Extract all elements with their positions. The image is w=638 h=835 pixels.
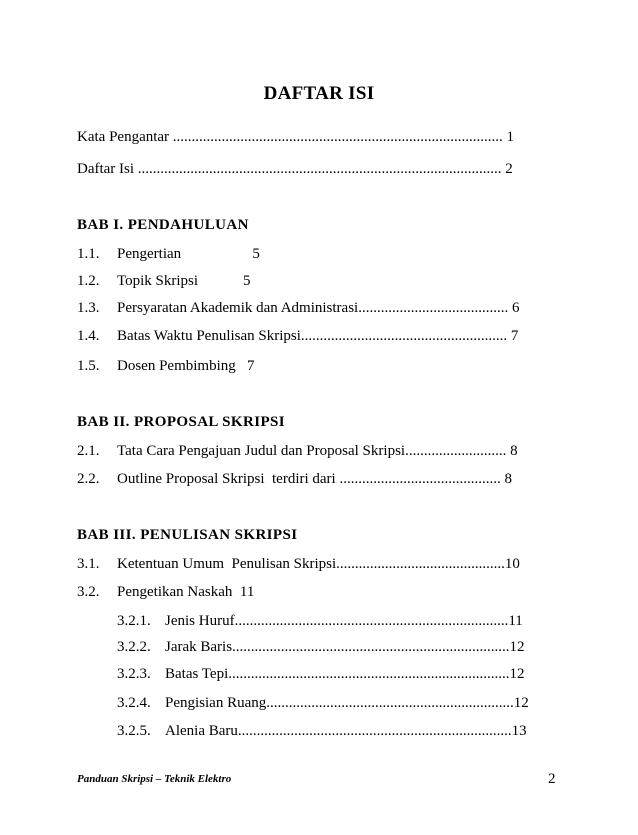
- section-number: 1.4.: [77, 328, 100, 344]
- subsection-title: Pengisian Ruang..................................................................12: [165, 695, 529, 711]
- section-number: 2.1.: [77, 443, 100, 459]
- subsection-number: 3.2.2.: [117, 639, 151, 655]
- section-title: Outline Proposal Skripsi terdiri dari ........................................... 8: [117, 471, 512, 487]
- subsection-number: 3.2.4.: [117, 695, 151, 711]
- toc-entry-kata-pengantar: Kata Pengantar ........................................................................................ 1: [77, 129, 515, 145]
- toc-entry: [77, 357, 255, 375]
- section-title: Dosen Pembimbing 7: [117, 358, 255, 374]
- toc-entry-daftar-isi: Daftar Isi ................................................................................................. 2: [77, 161, 513, 177]
- chapter-heading-bab-1: BAB I. PENDAHULUAN: [77, 217, 249, 233]
- toc-entry: [77, 470, 512, 488]
- section-number: 3.1.: [77, 556, 100, 572]
- toc-entry: [77, 299, 519, 317]
- subsection-title: Batas Tepi...........................................................................12: [165, 666, 525, 682]
- toc-entry: [77, 272, 251, 290]
- page-number: 2: [548, 771, 556, 787]
- section-number: 1.1.: [77, 246, 100, 262]
- section-title: Persyaratan Akademik dan Administrasi........................................ 6: [117, 300, 520, 316]
- section-title: Pengertian 5: [117, 246, 260, 262]
- chapter-heading-bab-2: BAB II. PROPOSAL SKRIPSI: [77, 414, 285, 430]
- section-number: 2.2.: [77, 471, 100, 487]
- chapter-heading-bab-3: BAB III. PENULISAN SKRIPSI: [77, 527, 298, 543]
- section-number: 1.2.: [77, 273, 100, 289]
- subsection-number: 3.2.5.: [117, 723, 151, 739]
- subsection-number: 3.2.1.: [117, 613, 151, 629]
- subsection-title: Jarak Baris..........................................................................12: [165, 639, 525, 655]
- toc-entry: [77, 327, 518, 345]
- toc-subentry: [117, 722, 527, 740]
- section-number: 1.5.: [77, 358, 100, 374]
- footer-document-title: Panduan Skripsi – Teknik Elektro: [77, 773, 232, 785]
- toc-subentry: [117, 612, 523, 630]
- page-title: DAFTAR ISI: [263, 83, 375, 104]
- subsection-title: Jenis Huruf.........................................................................11: [165, 613, 523, 629]
- section-title: Pengetikan Naskah 11: [117, 584, 255, 600]
- subsection-number: 3.2.3.: [117, 666, 151, 682]
- toc-entry: [77, 442, 518, 460]
- subsection-title: Alenia Baru.........................................................................13: [165, 723, 527, 739]
- section-title: Topik Skripsi 5: [117, 273, 251, 289]
- section-number: 1.3.: [77, 300, 100, 316]
- toc-subentry: [117, 638, 525, 656]
- toc-entry: [77, 583, 254, 601]
- toc-subentry: [117, 665, 525, 683]
- section-title: Tata Cara Pengajuan Judul dan Proposal Skripsi........................... 8: [117, 443, 518, 459]
- toc-entry: [77, 245, 260, 263]
- section-number: 3.2.: [77, 584, 100, 600]
- section-title: Ketentuan Umum Penulisan Skripsi.............................................10: [117, 556, 520, 572]
- section-title: Batas Waktu Penulisan Skripsi....................................................... 7: [117, 328, 519, 344]
- toc-subentry: [117, 694, 529, 712]
- toc-entry: [77, 555, 520, 573]
